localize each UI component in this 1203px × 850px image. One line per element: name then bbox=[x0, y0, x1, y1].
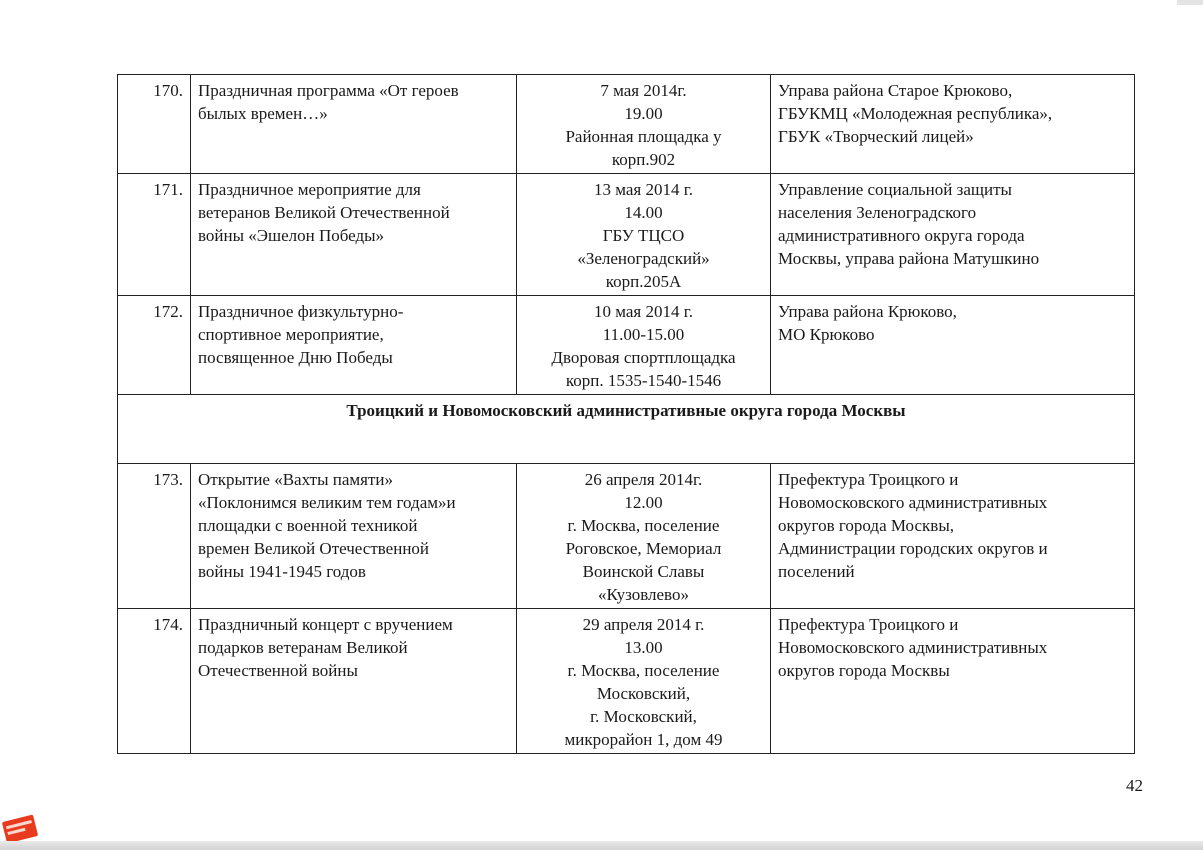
event-name-cell-line: времен Великой Отечественной bbox=[198, 539, 430, 558]
organizer-cell-line: административного округа города bbox=[778, 226, 1025, 245]
organizer-cell-line: Москвы, управа района Матушкино bbox=[778, 249, 1040, 268]
event-name-cell-line: Праздничный концерт с вручением bbox=[198, 615, 453, 634]
event-name-cell-line: войны «Эшелон Победы» bbox=[198, 226, 385, 245]
row-number: 170. bbox=[118, 75, 191, 174]
organizer-cell-line: ГБУК «Творческий лицей» bbox=[778, 127, 974, 146]
page-number: 42 bbox=[1126, 776, 1143, 795]
event-name-cell-line: подарков ветеранам Великой bbox=[198, 638, 408, 657]
date-place-cell-line: Московский, bbox=[596, 684, 691, 703]
scan-bottom-edge bbox=[0, 841, 1203, 850]
date-place-cell-line: г. Москва, поселение bbox=[567, 661, 720, 680]
organizer-cell bbox=[771, 174, 1135, 296]
date-place-cell bbox=[517, 174, 771, 296]
events-table bbox=[117, 74, 1135, 754]
event-name-cell-line: Праздничная программа «От героев bbox=[198, 81, 459, 100]
organizer-cell bbox=[771, 75, 1135, 174]
organizer-cell-line: округов города Москвы bbox=[778, 661, 950, 680]
organizer-cell-line: поселений bbox=[778, 562, 855, 581]
table-row bbox=[118, 609, 1135, 754]
event-name-cell-line: былых времен…» bbox=[198, 104, 328, 123]
date-place-cell bbox=[517, 296, 771, 395]
organizer-cell-line: ГБУКМЦ «Молодежная республика», bbox=[778, 104, 1053, 123]
date-place-cell bbox=[517, 609, 771, 754]
event-name-cell bbox=[191, 75, 517, 174]
date-place-cell-line: корп. 1535-1540-1546 bbox=[565, 371, 722, 390]
date-place-cell-line: 14.00 bbox=[624, 203, 663, 222]
scan-corner-mark bbox=[1177, 0, 1203, 5]
event-name-cell-line: войны 1941-1945 годов bbox=[198, 562, 366, 581]
date-place-cell-line: Дворовая спортплощадка bbox=[551, 348, 736, 367]
date-place-cell-line: корп.902 bbox=[611, 150, 676, 169]
event-name-cell-line: ветеранов Великой Отечественной bbox=[198, 203, 450, 222]
date-place-cell-line: 11.00-15.00 bbox=[602, 325, 685, 344]
date-place-cell-line: «Зеленоградский» bbox=[577, 249, 710, 268]
date-place-cell-line: 13 мая 2014 г. bbox=[593, 180, 694, 199]
event-name-cell-line: Праздничное мероприятие для bbox=[198, 180, 421, 199]
date-place-cell-line: 7 мая 2014г. bbox=[600, 81, 687, 100]
event-name-cell bbox=[191, 174, 517, 296]
organizer-cell-line: населения Зеленоградского bbox=[778, 203, 977, 222]
section-title: Троицкий и Новомосковский административные округа города Москвы bbox=[118, 395, 1135, 464]
date-place-cell-line: «Кузовлево» bbox=[598, 585, 689, 604]
organizer-cell bbox=[771, 464, 1135, 609]
table-row bbox=[118, 174, 1135, 296]
date-place-cell-line: Роговское, Мемориал bbox=[565, 539, 722, 558]
event-name-cell-line: спортивное мероприятие, bbox=[198, 325, 384, 344]
event-name-cell bbox=[191, 609, 517, 754]
event-name-cell-line: Открытие «Вахты памяти» bbox=[198, 470, 394, 489]
date-place-cell-line: 13.00 bbox=[624, 638, 663, 657]
date-place-cell-line: 29 апреля 2014 г. bbox=[582, 615, 705, 634]
date-place-cell-line: 26 апреля 2014г. bbox=[584, 470, 703, 489]
organizer-cell-line: округов города Москвы, bbox=[778, 516, 954, 535]
organizer-cell-line: Управление социальной защиты bbox=[778, 180, 1012, 199]
event-name-cell-line: Праздничное физкультурно- bbox=[198, 302, 404, 321]
date-place-cell-line: микрорайон 1, дом 49 bbox=[564, 730, 723, 749]
row-number: 172. bbox=[118, 296, 191, 395]
organizer-cell-line: Префектура Троицкого и bbox=[778, 470, 959, 489]
event-name-cell bbox=[191, 296, 517, 395]
organizer-cell-line: Управа района Старое Крюково, bbox=[778, 81, 1013, 100]
row-number: 173. bbox=[118, 464, 191, 609]
event-name-cell-line: площадки с военной техникой bbox=[198, 516, 418, 535]
date-place-cell-line: г. Москва, поселение bbox=[567, 516, 720, 535]
date-place-cell-line: 19.00 bbox=[624, 104, 663, 123]
organizer-cell-line: МО Крюково bbox=[778, 325, 875, 344]
organizer-cell-line: Префектура Троицкого и bbox=[778, 615, 959, 634]
row-number: 174. bbox=[118, 609, 191, 754]
date-place-cell-line: корп.205А bbox=[605, 272, 682, 291]
date-place-cell bbox=[517, 464, 771, 609]
organizer-cell bbox=[771, 609, 1135, 754]
event-name-cell bbox=[191, 464, 517, 609]
event-name-cell-line: «Поклонимся великим тем годам»и bbox=[198, 493, 456, 512]
table-row bbox=[118, 75, 1135, 174]
date-place-cell-line: ГБУ ТЦСО bbox=[602, 226, 685, 245]
date-place-cell bbox=[517, 75, 771, 174]
date-place-cell-line: 10 мая 2014 г. bbox=[593, 302, 694, 321]
organizer-cell-line: Управа района Крюково, bbox=[778, 302, 957, 321]
table-row bbox=[118, 464, 1135, 609]
row-number: 171. bbox=[118, 174, 191, 296]
date-place-cell-line: 12.00 bbox=[624, 493, 663, 512]
section-header-row bbox=[118, 395, 1135, 464]
organizer-cell bbox=[771, 296, 1135, 395]
stamp-logo-icon bbox=[2, 814, 38, 843]
event-name-cell-line: посвященное Дню Победы bbox=[198, 348, 393, 367]
organizer-cell-line: Новомосковского административных bbox=[778, 638, 1048, 657]
events-table-body bbox=[118, 75, 1135, 754]
date-place-cell-line: Воинской Славы bbox=[582, 562, 705, 581]
organizer-cell-line: Новомосковского административных bbox=[778, 493, 1048, 512]
organizer-cell-line: Администрации городских округов и bbox=[778, 539, 1048, 558]
date-place-cell-line: г. Московский, bbox=[590, 707, 697, 726]
date-place-cell-line: Районная площадка у bbox=[565, 127, 722, 146]
event-name-cell-line: Отечественной войны bbox=[198, 661, 358, 680]
table-row bbox=[118, 296, 1135, 395]
